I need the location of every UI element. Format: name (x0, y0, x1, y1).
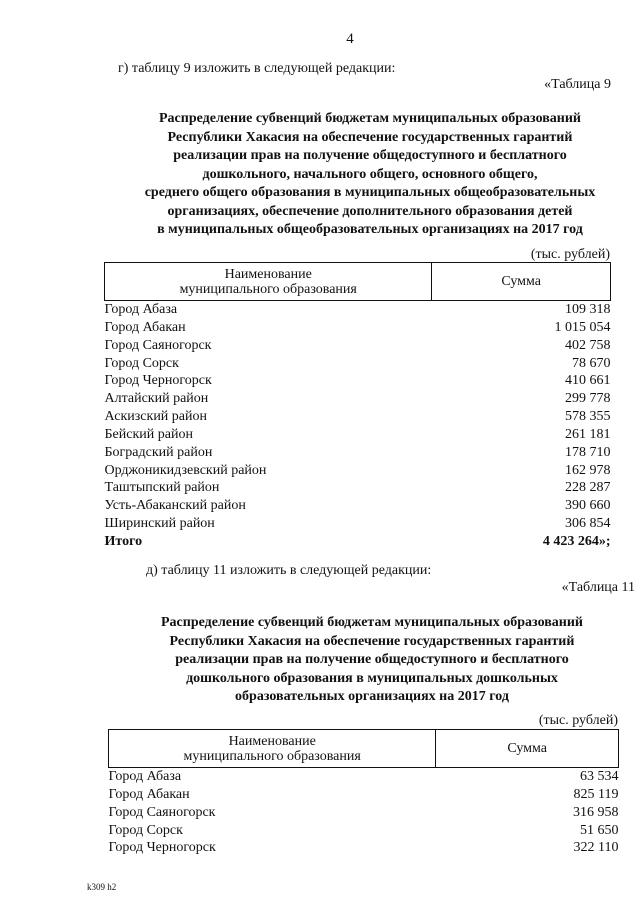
table-row (105, 462, 611, 480)
column-header-name: Наименование муниципального образования (105, 263, 432, 301)
column-header-name: Наименование муниципального образования (109, 730, 436, 768)
unit-label: (тыс. рублей) (538, 713, 618, 728)
amount-value: 410 661 (565, 373, 611, 389)
amount-value: 322 110 (573, 840, 619, 856)
municipality-name: Город Саяногорск (104, 337, 212, 353)
municipality-name: Орджоникидзевский район (104, 462, 267, 478)
table-row (105, 497, 611, 515)
municipality-name: Город Абаза (104, 302, 178, 317)
table-row (105, 444, 611, 462)
instruction-d: д) таблицу 11 изложить в следующей редакции: (146, 563, 432, 578)
table-row (105, 372, 611, 390)
amount-value: 63 534 (580, 769, 619, 784)
unit-label: (тыс. рублей) (530, 247, 610, 262)
amount-value: 109 318 (565, 302, 611, 317)
table-9-heading (95, 110, 640, 240)
amount-value: 228 287 (565, 480, 611, 496)
municipality-name: Город Абаза (108, 769, 182, 784)
municipality-name: Алтайский район (104, 391, 209, 407)
municipality-name: Город Сорск (104, 355, 179, 371)
table-row (105, 301, 611, 319)
heading-line: среднего общего образования в муниципальных общеобразовательных (144, 185, 596, 200)
municipality-name: Город Черногорск (104, 373, 212, 389)
table-row (109, 768, 619, 786)
table-9 (104, 262, 611, 551)
heading-line: в муниципальных общеобразовательных организациях на 2017 год (157, 222, 583, 237)
heading-line: дошкольного, начального общего, основного общего, (202, 166, 538, 182)
heading-line: образовательных организациях на 2017 год (235, 689, 509, 704)
municipality-name: Таштыпский район (104, 480, 220, 496)
municipality-name: Аскизский район (104, 409, 207, 425)
amount-value: 578 355 (565, 409, 611, 425)
table-row (105, 319, 611, 337)
total-label: Итого (104, 533, 143, 549)
table-row (105, 355, 611, 373)
amount-value: 306 854 (565, 516, 611, 532)
table-11-heading (102, 614, 640, 707)
instruction-g: г) таблицу 9 изложить в следующей редакции: (118, 61, 396, 76)
municipality-name: Город Абакан (108, 786, 190, 802)
heading-line: реализации прав на получение общедоступного и бесплатного (175, 652, 569, 667)
amount-value: 178 710 (565, 444, 611, 460)
municipality-name: Город Абакан (104, 319, 186, 335)
footer-code: k309 h2 (87, 882, 117, 892)
table-row (105, 408, 611, 426)
amount-value: 402 758 (565, 337, 611, 353)
amount-value: 1 015 054 (554, 319, 611, 335)
municipality-name: Боградский район (104, 444, 213, 460)
column-header-sum: Сумма (436, 730, 619, 768)
municipality-name: Город Саяногорск (108, 804, 216, 820)
table-row (109, 804, 619, 822)
amount-value: 261 181 (565, 426, 611, 442)
table-row (109, 786, 619, 804)
heading-line: Распределение субвенций бюджетам муниципальных образований (161, 615, 583, 630)
heading-line: организациях, обеспечение дополнительного образования детей (167, 203, 573, 219)
heading-line: Республики Хакасия на обеспечение государственных гарантий (167, 129, 573, 145)
municipality-name: Ширинский район (104, 516, 215, 532)
total-value: 4 423 264»; (542, 533, 611, 549)
table-9-reference: «Таблица 9 (544, 77, 611, 92)
amount-value: 78 670 (572, 355, 611, 371)
page-number: 4 (346, 31, 354, 47)
table-11-reference: «Таблица 11 (561, 580, 635, 595)
amount-value: 162 978 (565, 462, 611, 478)
municipality-name: Город Черногорск (108, 840, 216, 856)
total-row (105, 533, 611, 551)
table-row (109, 822, 619, 840)
amount-value: 299 778 (565, 391, 611, 407)
table-row (105, 426, 611, 444)
table-row (105, 390, 611, 408)
amount-value: 51 650 (580, 822, 619, 838)
table-row (109, 839, 619, 857)
heading-line: дошкольного образования в муниципальных дошкольных (186, 670, 558, 686)
table-row (105, 337, 611, 355)
column-header-sum: Сумма (432, 263, 611, 301)
municipality-name: Усть-Абаканский район (104, 498, 246, 514)
municipality-name: Город Сорск (108, 822, 183, 838)
municipality-name: Бейский район (104, 426, 193, 442)
amount-value: 316 958 (573, 804, 619, 820)
table-row (105, 515, 611, 533)
heading-line: Распределение субвенций бюджетам муниципальных образований (159, 111, 581, 126)
amount-value: 390 660 (565, 498, 611, 514)
heading-line: реализации прав на получение общедоступного и бесплатного (173, 148, 567, 163)
heading-line: Республики Хакасия на обеспечение государственных гарантий (169, 633, 575, 649)
amount-value: 825 119 (573, 786, 619, 802)
table-row (105, 479, 611, 497)
table-11 (108, 729, 619, 857)
